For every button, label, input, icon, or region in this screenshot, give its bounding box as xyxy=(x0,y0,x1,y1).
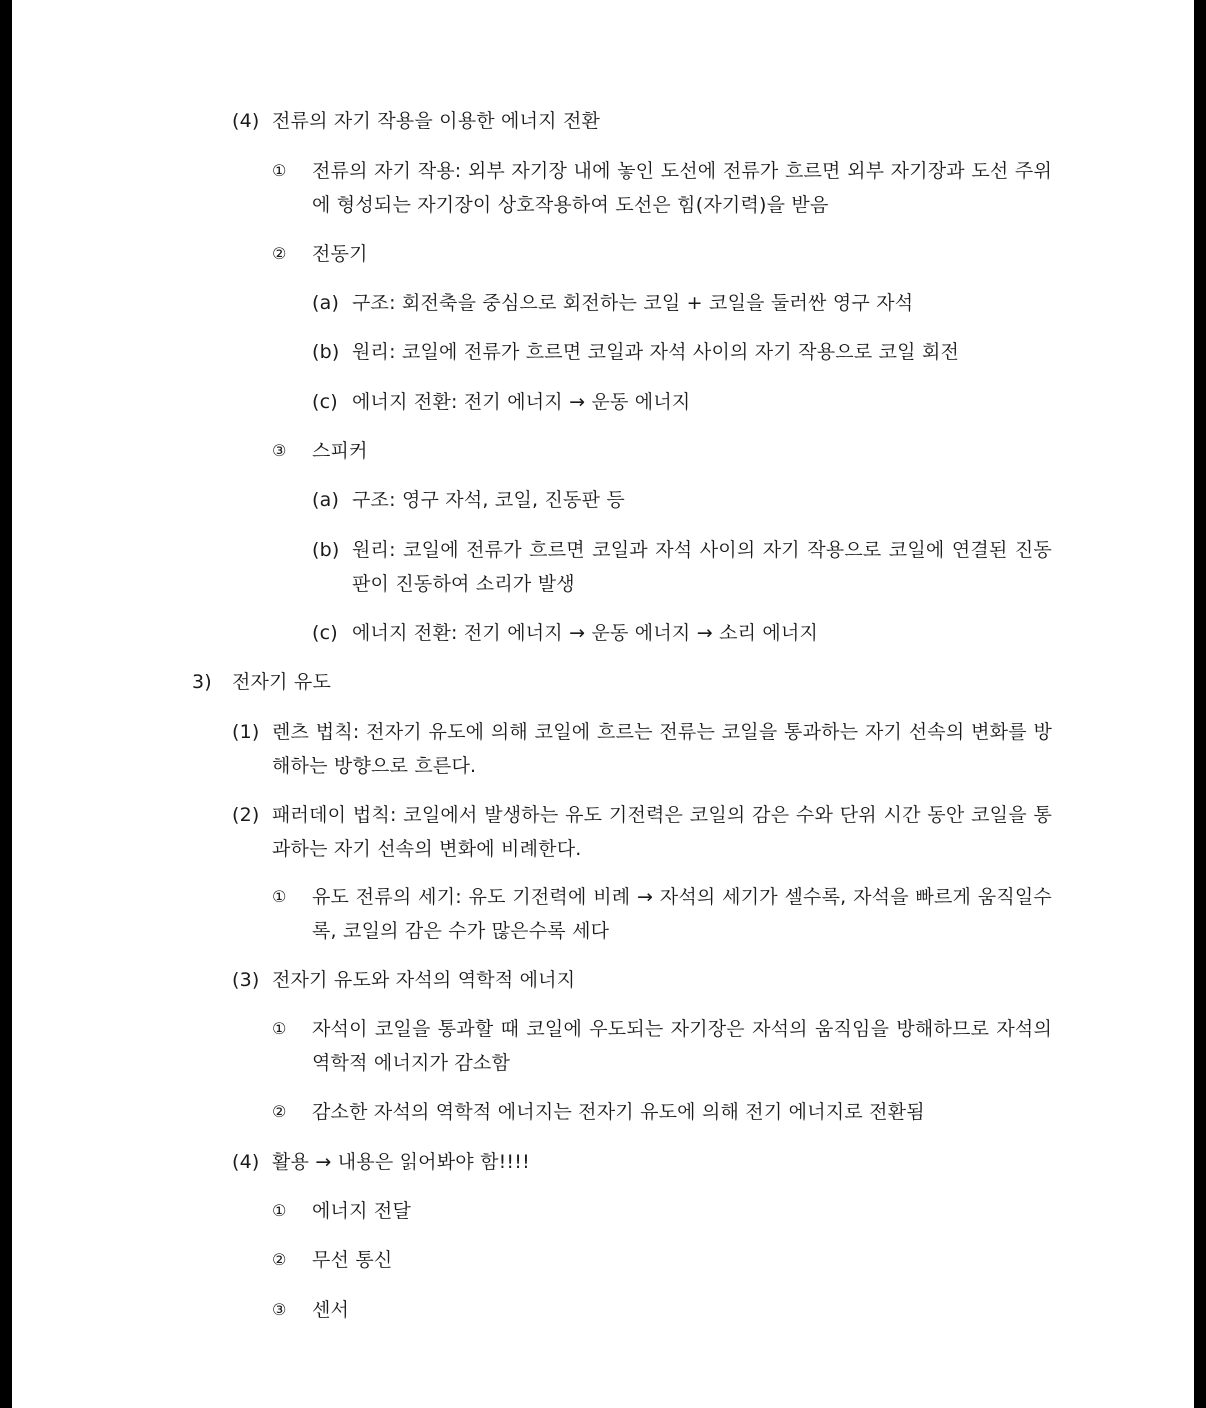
item-text: 구조: 영구 자석, 코일, 진동판 등 xyxy=(352,489,625,511)
item-marker: 3) xyxy=(192,671,212,693)
list-item xyxy=(272,154,1052,222)
list-item xyxy=(312,385,1052,419)
item-text: 센서 xyxy=(312,1299,350,1321)
item-marker: ② xyxy=(272,1250,287,1269)
item-text: 원리: 코일에 전류가 흐르면 코일과 자석 사이의 자기 작용으로 코일에 연결된 진동판이 진동하여 소리가 발생 xyxy=(352,539,1052,595)
item-marker: ① xyxy=(272,1019,287,1038)
item-marker: (4) xyxy=(232,110,260,132)
list-item xyxy=(312,483,1052,517)
list-item xyxy=(272,1293,1052,1327)
list-item xyxy=(232,715,1052,783)
item-text: 전자기 유도와 자석의 역학적 에너지 xyxy=(272,969,576,991)
item-marker: (2) xyxy=(232,804,260,826)
list-item xyxy=(232,963,1052,997)
item-marker: (b) xyxy=(312,341,340,363)
list-item xyxy=(312,533,1052,601)
list-item xyxy=(272,1095,1052,1129)
item-marker: (a) xyxy=(312,489,340,511)
item-text: 패러데이 법칙: 코일에서 발생하는 유도 기전력은 코일의 감은 수와 단위 시간 동안 코일을 통과하는 자기 선속의 변화에 비례한다. xyxy=(272,804,1052,860)
item-text: 전류의 자기 작용을 이용한 에너지 전환 xyxy=(272,110,601,132)
item-marker: ① xyxy=(272,1201,287,1220)
list-item xyxy=(232,1145,1052,1179)
item-text: 원리: 코일에 전류가 흐르면 코일과 자석 사이의 자기 작용으로 코일 회전 xyxy=(352,341,960,363)
item-marker: (3) xyxy=(232,969,260,991)
item-text: 무선 통신 xyxy=(312,1249,393,1271)
section-3-heading xyxy=(192,665,1052,699)
item-marker: ③ xyxy=(272,1300,287,1319)
list-item xyxy=(232,798,1052,866)
item-text: 렌츠 법칙: 전자기 유도에 의해 코일에 흐르는 전류는 코일을 통과하는 자기 선속의 변화를 방해하는 방향으로 흐른다. xyxy=(272,721,1052,777)
list-item xyxy=(272,1243,1052,1277)
list-item xyxy=(312,616,1052,650)
list-item xyxy=(272,1012,1052,1080)
item-text: 활용 → 내용은 읽어봐야 함!!!! xyxy=(272,1151,530,1173)
item-text: 스피커 xyxy=(312,440,368,462)
section-4-heading xyxy=(232,104,1052,138)
item-text: 감소한 자석의 역학적 에너지는 전자기 유도에 의해 전기 에너지로 전환됨 xyxy=(312,1101,925,1123)
item-marker: ③ xyxy=(272,441,287,460)
item-text: 전동기 xyxy=(312,243,368,265)
item-text: 에너지 전달 xyxy=(312,1200,412,1222)
list-item xyxy=(272,1194,1052,1228)
item-marker: ② xyxy=(272,1102,287,1121)
item-marker: (c) xyxy=(312,391,338,413)
item-text: 구조: 회전축을 중심으로 회전하는 코일 + 코일을 둘러싼 영구 자석 xyxy=(352,292,914,314)
list-item xyxy=(312,335,1052,369)
item-marker: (a) xyxy=(312,292,340,314)
item-text: 전자기 유도 xyxy=(232,671,332,693)
item-text: 에너지 전환: 전기 에너지 → 운동 에너지 xyxy=(352,391,691,413)
item-marker: (c) xyxy=(312,622,338,644)
list-item xyxy=(272,434,1052,468)
item-text: 자석이 코일을 통과할 때 코일에 우도되는 자기장은 자석의 움직임을 방해하므로 자석의 역학적 에너지가 감소함 xyxy=(312,1018,1052,1074)
list-item xyxy=(312,286,1052,320)
item-marker: ① xyxy=(272,161,287,180)
item-marker: (4) xyxy=(232,1151,260,1173)
item-marker: (1) xyxy=(232,721,260,743)
list-item xyxy=(272,237,1052,271)
list-item xyxy=(272,880,1052,948)
item-marker: ① xyxy=(272,887,287,906)
item-text: 에너지 전환: 전기 에너지 → 운동 에너지 → 소리 에너지 xyxy=(352,622,819,644)
item-text: 유도 전류의 세기: 유도 기전력에 비례 → 자석의 세기가 셀수록, 자석을 빠르게 움직일수록, 코일의 감은 수가 많은수록 세다 xyxy=(312,886,1052,942)
document-page xyxy=(12,0,1194,1408)
item-marker: ② xyxy=(272,244,287,263)
item-marker: (b) xyxy=(312,539,340,561)
item-text: 전류의 자기 작용: 외부 자기장 내에 놓인 도선에 전류가 흐르면 외부 자기장과 도선 주위에 형성되는 자기장이 상호작용하여 도선은 힘(자기력)을 받음 xyxy=(312,160,1052,216)
